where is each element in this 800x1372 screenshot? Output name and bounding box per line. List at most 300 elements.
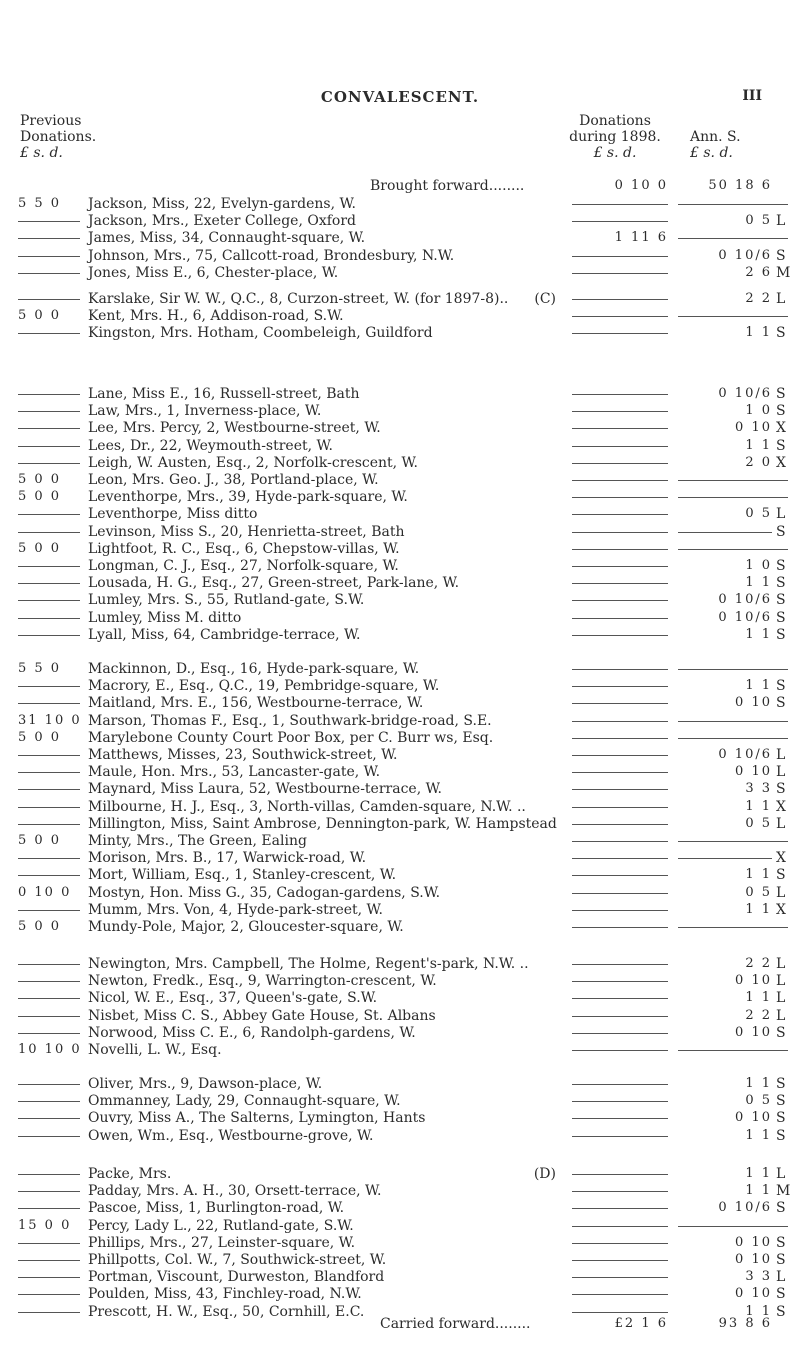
donation-1898 (568, 1041, 668, 1059)
annual-subscription (672, 290, 792, 308)
previous-donation (18, 229, 84, 247)
annual-subscription (672, 324, 792, 342)
annual-amount: 1 1 (745, 438, 772, 453)
donation-1898 (568, 866, 668, 884)
subscriber-name: Prescott, H. W., Esq., 50, Cornhill, E.C. (88, 1303, 367, 1321)
subscription-class: S (776, 403, 788, 419)
list-item (0, 324, 800, 342)
previous-donation (18, 866, 84, 884)
donation-1898 (568, 505, 668, 523)
page-number: III (742, 88, 762, 104)
annual-subscription (672, 471, 792, 489)
subscription-class: S (776, 1252, 788, 1268)
annual-subscription (672, 660, 792, 678)
subscriber-name: Mumm, Mrs. Von, 4, Hyde-park-street, W. (88, 901, 386, 919)
annual-amount: 0 10 (735, 1110, 772, 1125)
brought-forward-annual: 50 18 6 (708, 178, 772, 193)
annual-subscription (672, 1127, 792, 1145)
list-item (0, 901, 800, 919)
subscriber-name: Percy, Lady L., 22, Rutland-gate, S.W. (88, 1217, 357, 1235)
annual-subscription (672, 212, 792, 230)
subscription-class: L (776, 506, 788, 522)
donation-1898 (568, 402, 668, 420)
annual-amount: 0 5 (745, 816, 772, 831)
subscriber-name: Longman, C. J., Esq., 27, Norfolk-square, W. (88, 557, 402, 575)
annual-subscription (672, 884, 792, 902)
annual-subscription (672, 557, 792, 575)
list-item (0, 832, 800, 850)
subscription-class: L (776, 747, 788, 763)
donation-1898 (568, 989, 668, 1007)
previous-donation: 5 0 0 (18, 919, 62, 934)
donation-1898 (568, 746, 668, 764)
annual-subscription (672, 832, 792, 850)
annual-amount: 0 10 (735, 1235, 772, 1250)
annual-amount: 1 1 (745, 990, 772, 1005)
subscriber-name: Leventhorpe, Mrs., 39, Hyde-park-square, W. (88, 488, 411, 506)
annual-amount: 0 5 (745, 885, 772, 900)
subscription-class: L (776, 1008, 788, 1024)
subscriber-name: Leon, Mrs. Geo. J., 38, Portland-place, W. (88, 471, 382, 489)
annual-subscription (672, 402, 792, 420)
annual-amount: 0 10 (735, 764, 772, 779)
subscriber-name: Leigh, W. Austen, Esq., 2, Norfolk-crescent, W. (88, 454, 421, 472)
annual-amount: 1 1 (745, 627, 772, 642)
annual-amount (678, 532, 772, 533)
subscriber-name: Millington, Miss, Saint Ambrose, Dennington-park, W. Hampstead (88, 815, 560, 833)
subscription-class: L (776, 213, 788, 229)
annual-amount: 2 6 (745, 265, 772, 280)
annual-subscription (672, 419, 792, 437)
previous-money-heading: £ s. d. (20, 145, 63, 161)
subscriber-name: Marylebone County Court Poor Box, per C. Burr ws, Esq. (88, 729, 496, 747)
donation-1898 (568, 437, 668, 455)
previous-donation (18, 1165, 84, 1183)
list-item (0, 1182, 800, 1200)
annual-subscription (672, 677, 792, 695)
donation-1898 (568, 763, 668, 781)
annual-subscription (672, 437, 792, 455)
subscriber-name: Ouvry, Miss A., The Salterns, Lymington, Hants (88, 1109, 428, 1127)
subscription-class: S (776, 695, 788, 711)
previous-donation (18, 505, 84, 523)
annual-subscription (672, 918, 792, 936)
previous-donation (18, 1007, 84, 1025)
annual-subscription (672, 229, 792, 247)
previous-donation: 5 0 0 (18, 833, 62, 848)
annual-subscription (672, 626, 792, 644)
subscriber-name: Lightfoot, R. C., Esq., 6, Chepstow-villas, W. (88, 540, 403, 558)
donation-1898 (568, 832, 668, 850)
subscription-class: S (776, 1128, 788, 1144)
subscriber-name: Newton, Fredk., Esq., 9, Warrington-crescent, W. (88, 972, 440, 990)
subscription-class: L (776, 990, 788, 1006)
annual-amount: 1 1 (745, 902, 772, 917)
donation-1898 (568, 955, 668, 973)
annual-amount: 2 2 (745, 291, 772, 306)
previous-donation (18, 1092, 84, 1110)
annual-amount: 1 1 (745, 678, 772, 693)
annual-subscription (672, 729, 792, 747)
donation-1898 (568, 195, 668, 213)
subscription-class: S (776, 1235, 788, 1251)
subscriber-name: Johnson, Mrs., 75, Callcott-road, Brondesbury, N.W. (88, 247, 457, 265)
donation-1898 (568, 677, 668, 695)
list-item (0, 471, 800, 489)
annual-subscription (672, 1075, 792, 1093)
previous-donation (18, 454, 84, 472)
subscription-class: L (776, 973, 788, 989)
annual-subscription (672, 609, 792, 627)
subscriber-name: Lumley, Mrs. S., 55, Rutland-gate, S.W. (88, 591, 367, 609)
subscription-class: S (776, 325, 788, 341)
annual-amount: 1 0 (745, 558, 772, 573)
annual-subscription (672, 1268, 792, 1286)
list-item (0, 229, 800, 247)
brought-forward-label: Brought forward........ (370, 178, 525, 194)
previous-donation (18, 1075, 84, 1093)
annual-subscription (672, 247, 792, 265)
donation-1898 (568, 471, 668, 489)
annual-subscription (672, 972, 792, 990)
subscriber-name: Lousada, H. G., Esq., 27, Green-street, Park-lane, W. (88, 574, 462, 592)
subscriber-name: Leventhorpe, Miss ditto (88, 505, 260, 523)
subscription-class: S (776, 1110, 788, 1126)
subscriber-name: Novelli, L. W., Esq. (88, 1041, 225, 1059)
subscription-class: S (776, 1025, 788, 1041)
donation-1898 (568, 609, 668, 627)
list-item (0, 866, 800, 884)
donation-1898 (568, 488, 668, 506)
list-item (0, 557, 800, 575)
list-item (0, 694, 800, 712)
previous-donation (18, 849, 84, 867)
annual-amount: 0 10 (735, 695, 772, 710)
donation-1898 (568, 660, 668, 678)
carried-forward-donations: £2 1 6 (614, 1316, 668, 1331)
previous-donations-heading (20, 113, 96, 161)
previous-donation (18, 264, 84, 282)
annual-amount: 0 10/6 (718, 386, 772, 401)
list-item (0, 660, 800, 678)
donation-1898 (568, 540, 668, 558)
donation-1898 (568, 1165, 668, 1183)
annual-amount: 0 5 (745, 506, 772, 521)
annual-amount: 3 3 (745, 781, 772, 796)
subscriber-name: Mackinnon, D., Esq., 16, Hyde-park-square, W. (88, 660, 422, 678)
subscriber-name: Milbourne, H. J., Esq., 3, North-villas, Camden-square, N.W. .. (88, 798, 529, 816)
page-header (0, 88, 800, 108)
previous-donation (18, 901, 84, 919)
previous-donation (18, 746, 84, 764)
annual-amount: 2 0 (745, 455, 772, 470)
annual-amount (678, 858, 772, 859)
donation-1898 (568, 694, 668, 712)
brought-forward-row (0, 177, 800, 195)
annual-subscription (672, 1024, 792, 1042)
donation-1898 (568, 729, 668, 747)
annual-subscription (672, 1217, 792, 1235)
previous-donation: 15 0 0 (18, 1218, 72, 1233)
subscriber-name: Nicol, W. E., Esq., 37, Queen's-gate, S.W. (88, 989, 380, 1007)
donation-1898 (568, 1217, 668, 1235)
donation-1898 (568, 591, 668, 609)
annual-subscription (672, 1109, 792, 1127)
previous-donation (18, 574, 84, 592)
previous-donation (18, 955, 84, 973)
subscription-class: S (776, 781, 788, 797)
annual-subscription (672, 746, 792, 764)
donation-1898 (568, 1075, 668, 1093)
list-item (0, 1268, 800, 1286)
donation-1898 (568, 1092, 668, 1110)
donation-1898 (568, 780, 668, 798)
list-item (0, 1024, 800, 1042)
previous-donation (18, 989, 84, 1007)
subscriber-name: Maitland, Mrs. E., 156, Westbourne-terrace, W. (88, 694, 426, 712)
list-item (0, 454, 800, 472)
donation-1898 (568, 557, 668, 575)
previous-donation (18, 402, 84, 420)
list-item (0, 746, 800, 764)
subscription-class: X (776, 455, 788, 471)
donation-1898 (568, 324, 668, 342)
subscription-class: S (776, 248, 788, 264)
list-item (0, 540, 800, 558)
list-item (0, 1251, 800, 1269)
annual-money-heading: £ s. d. (690, 145, 733, 161)
donation-1898 (568, 712, 668, 730)
annual-subscription (672, 505, 792, 523)
annual-subscription (672, 763, 792, 781)
list-item (0, 419, 800, 437)
donation-1898 (568, 626, 668, 644)
donation-1898 (568, 1007, 668, 1025)
annual-amount: 1 1 (745, 575, 772, 590)
subscription-class: L (776, 885, 788, 901)
previous-donation (18, 798, 84, 816)
donation-1898 (568, 815, 668, 833)
subscriber-name: Macrory, E., Esq., Q.C., 19, Pembridge-square, W. (88, 677, 442, 695)
previous-donation (18, 677, 84, 695)
subscription-class: X (776, 799, 788, 815)
subscription-class: S (776, 610, 788, 626)
list-item (0, 385, 800, 403)
annual-amount: 0 10/6 (718, 1200, 772, 1215)
donation-1898 (568, 972, 668, 990)
subscription-class: L (776, 1269, 788, 1285)
subscriber-name: Jackson, Mrs., Exeter College, Oxford (88, 212, 359, 230)
list-item (0, 729, 800, 747)
annual-subscription (672, 1041, 792, 1059)
carried-forward-label: Carried forward........ (380, 1316, 531, 1332)
running-title: CONVALESCENT. (320, 88, 480, 106)
subscriber-name: Nisbet, Miss C. S., Abbey Gate House, St. Albans (88, 1007, 439, 1025)
list-item (0, 989, 800, 1007)
subscription-class: S (776, 592, 788, 608)
previous-donation: 5 0 0 (18, 541, 62, 556)
subscription-class: S (776, 558, 788, 574)
annual-amount: 1 1 (745, 1076, 772, 1091)
donation-1898 (568, 1268, 668, 1286)
previous-donation: 5 0 0 (18, 308, 62, 323)
subscriber-name: Lees, Dr., 22, Weymouth-street, W. (88, 437, 336, 455)
annual-amount: 3 3 (745, 1269, 772, 1284)
annual-subscription (672, 849, 792, 867)
previous-donation (18, 1182, 84, 1200)
annual-subscription (672, 540, 792, 558)
annual-subscription (672, 1182, 792, 1200)
donation-1898 (568, 798, 668, 816)
annual-amount: 1 0 (745, 403, 772, 418)
annual-amount: 1 1 (745, 867, 772, 882)
list-item (0, 780, 800, 798)
previous-donation (18, 290, 84, 308)
annual-amount: 0 10 (735, 1025, 772, 1040)
list-item (0, 307, 800, 325)
previous-donation (18, 972, 84, 990)
subscription-class: L (776, 291, 788, 307)
previous-donation (18, 1199, 84, 1217)
subscriber-name: Ommanney, Lady, 29, Connaught-square, W. (88, 1092, 404, 1110)
list-item (0, 195, 800, 213)
subscriber-name: Lane, Miss E., 16, Russell-street, Bath (88, 385, 363, 403)
previous-donation (18, 609, 84, 627)
annual-amount: 0 10 (735, 420, 772, 435)
subscriber-name: Phillips, Mrs., 27, Leinster-square, W. (88, 1234, 358, 1252)
previous-donation (18, 763, 84, 781)
annual-subscription (672, 866, 792, 884)
annual-subscription (672, 591, 792, 609)
previous-donation (18, 1127, 84, 1145)
subscriber-name: Padday, Mrs. A. H., 30, Orsett-terrace, W. (88, 1182, 384, 1200)
donations-heading-line1: Donations (579, 113, 651, 129)
subscriber-name: Maule, Hon. Mrs., 53, Lancaster-gate, W. (88, 763, 383, 781)
subscriber-name: Phillpotts, Col. W., 7, Southwick-street, W. (88, 1251, 389, 1269)
annual-amount: 2 2 (745, 956, 772, 971)
list-item (0, 798, 800, 816)
list-item (0, 1075, 800, 1093)
donation-1898 (568, 247, 668, 265)
subscription-class: X (776, 420, 788, 436)
annual-heading-line1: Ann. S. (690, 129, 741, 145)
donation-1898 (568, 1251, 668, 1269)
annual-amount: 1 1 (745, 799, 772, 814)
previous-donation: 31 10 0 (18, 713, 82, 728)
donation-1898 (568, 264, 668, 282)
donation-1898 (568, 574, 668, 592)
annual-subscription (672, 955, 792, 973)
subscriber-name: Mundy-Pole, Major, 2, Gloucester-square, W. (88, 918, 407, 936)
subscriber-name: Kingston, Mrs. Hotham, Coombeleigh, Guildford (88, 324, 436, 342)
previous-heading-line2: Donations. (20, 129, 97, 145)
donation-1898: 1 11 6 (614, 230, 668, 245)
list-item (0, 505, 800, 523)
annual-amount: 1 1 (745, 1166, 772, 1181)
annual-amount: 0 5 (745, 213, 772, 228)
annual-subscription (672, 798, 792, 816)
previous-donation (18, 1109, 84, 1127)
previous-donation (18, 212, 84, 230)
previous-donation (18, 557, 84, 575)
subscriber-name: Norwood, Miss C. E., 6, Randolph-gardens, W. (88, 1024, 419, 1042)
donation-1898 (568, 523, 668, 541)
annual-subscription (672, 1007, 792, 1025)
subscription-class: S (776, 1093, 788, 1109)
annual-subscription (672, 1234, 792, 1252)
donation-1898 (568, 1182, 668, 1200)
subscriber-name: Lee, Mrs. Percy, 2, Westbourne-street, W. (88, 419, 384, 437)
previous-donation (18, 1285, 84, 1303)
annual-subscription (672, 264, 792, 282)
previous-donation: 5 5 0 (18, 661, 62, 676)
annual-subscription (672, 901, 792, 919)
subscription-class: M (776, 265, 793, 281)
previous-donation: 10 10 0 (18, 1042, 82, 1057)
subscriber-name: Newington, Mrs. Campbell, The Holme, Regent's-park, N.W. .. (88, 955, 532, 973)
subscriber-name: Law, Mrs., 1, Inverness-place, W. (88, 402, 324, 420)
subscription-class: X (776, 902, 788, 918)
annual-amount: 0 10 (735, 973, 772, 988)
subscription-class: S (776, 438, 788, 454)
list-item (0, 212, 800, 230)
previous-donation (18, 437, 84, 455)
list-item (0, 290, 800, 308)
subscriber-name: Jackson, Miss, 22, Evelyn-gardens, W. (88, 195, 359, 213)
annual-amount: 1 1 (745, 1183, 772, 1198)
annual-subscription (672, 694, 792, 712)
annual-subscription (672, 307, 792, 325)
subscription-class: S (776, 867, 788, 883)
list-item (0, 1007, 800, 1025)
donation-1898 (568, 385, 668, 403)
annual-subscription (672, 989, 792, 1007)
donation-1898 (568, 1024, 668, 1042)
annual-subscription (672, 780, 792, 798)
donation-1898 (568, 307, 668, 325)
previous-donation (18, 1024, 84, 1042)
previous-donation (18, 1234, 84, 1252)
annual-amount: 0 10/6 (718, 592, 772, 607)
list-item (0, 523, 800, 541)
list-item (0, 1285, 800, 1303)
previous-heading-line1: Previous (20, 113, 82, 129)
list-item (0, 1092, 800, 1110)
list-item (0, 488, 800, 506)
subscriber-name: Kent, Mrs. H., 6, Addison-road, S.W. (88, 307, 347, 325)
subscriber-name: Packe, Mrs. (88, 1165, 174, 1183)
annual-subscription (672, 488, 792, 506)
donation-1898 (568, 1234, 668, 1252)
previous-donation: 5 0 0 (18, 472, 62, 487)
subscriber-name: Levinson, Miss S., 20, Henrietta-street, Bath (88, 523, 407, 541)
subscription-class: L (776, 764, 788, 780)
subscriber-name: Pascoe, Miss, 1, Burlington-road, W. (88, 1199, 347, 1217)
subscriber-name: Owen, Wm., Esq., Westbourne-grove, W. (88, 1127, 376, 1145)
list-item (0, 626, 800, 644)
donations-heading-line2: during 1898. (569, 129, 661, 145)
annual-amount: 0 10/6 (718, 248, 772, 263)
annual-subscription (672, 1251, 792, 1269)
list-item (0, 677, 800, 695)
annual-subscription (672, 1165, 792, 1183)
entry-tag: (C) (518, 290, 556, 308)
list-item (0, 1234, 800, 1252)
subscriber-name: Marson, Thomas F., Esq., 1, Southwark-bridge-road, S.E. (88, 712, 495, 730)
subscriber-name: Matthews, Misses, 23, Southwick-street, W. (88, 746, 401, 764)
annual-subscription (672, 815, 792, 833)
list-item (0, 972, 800, 990)
